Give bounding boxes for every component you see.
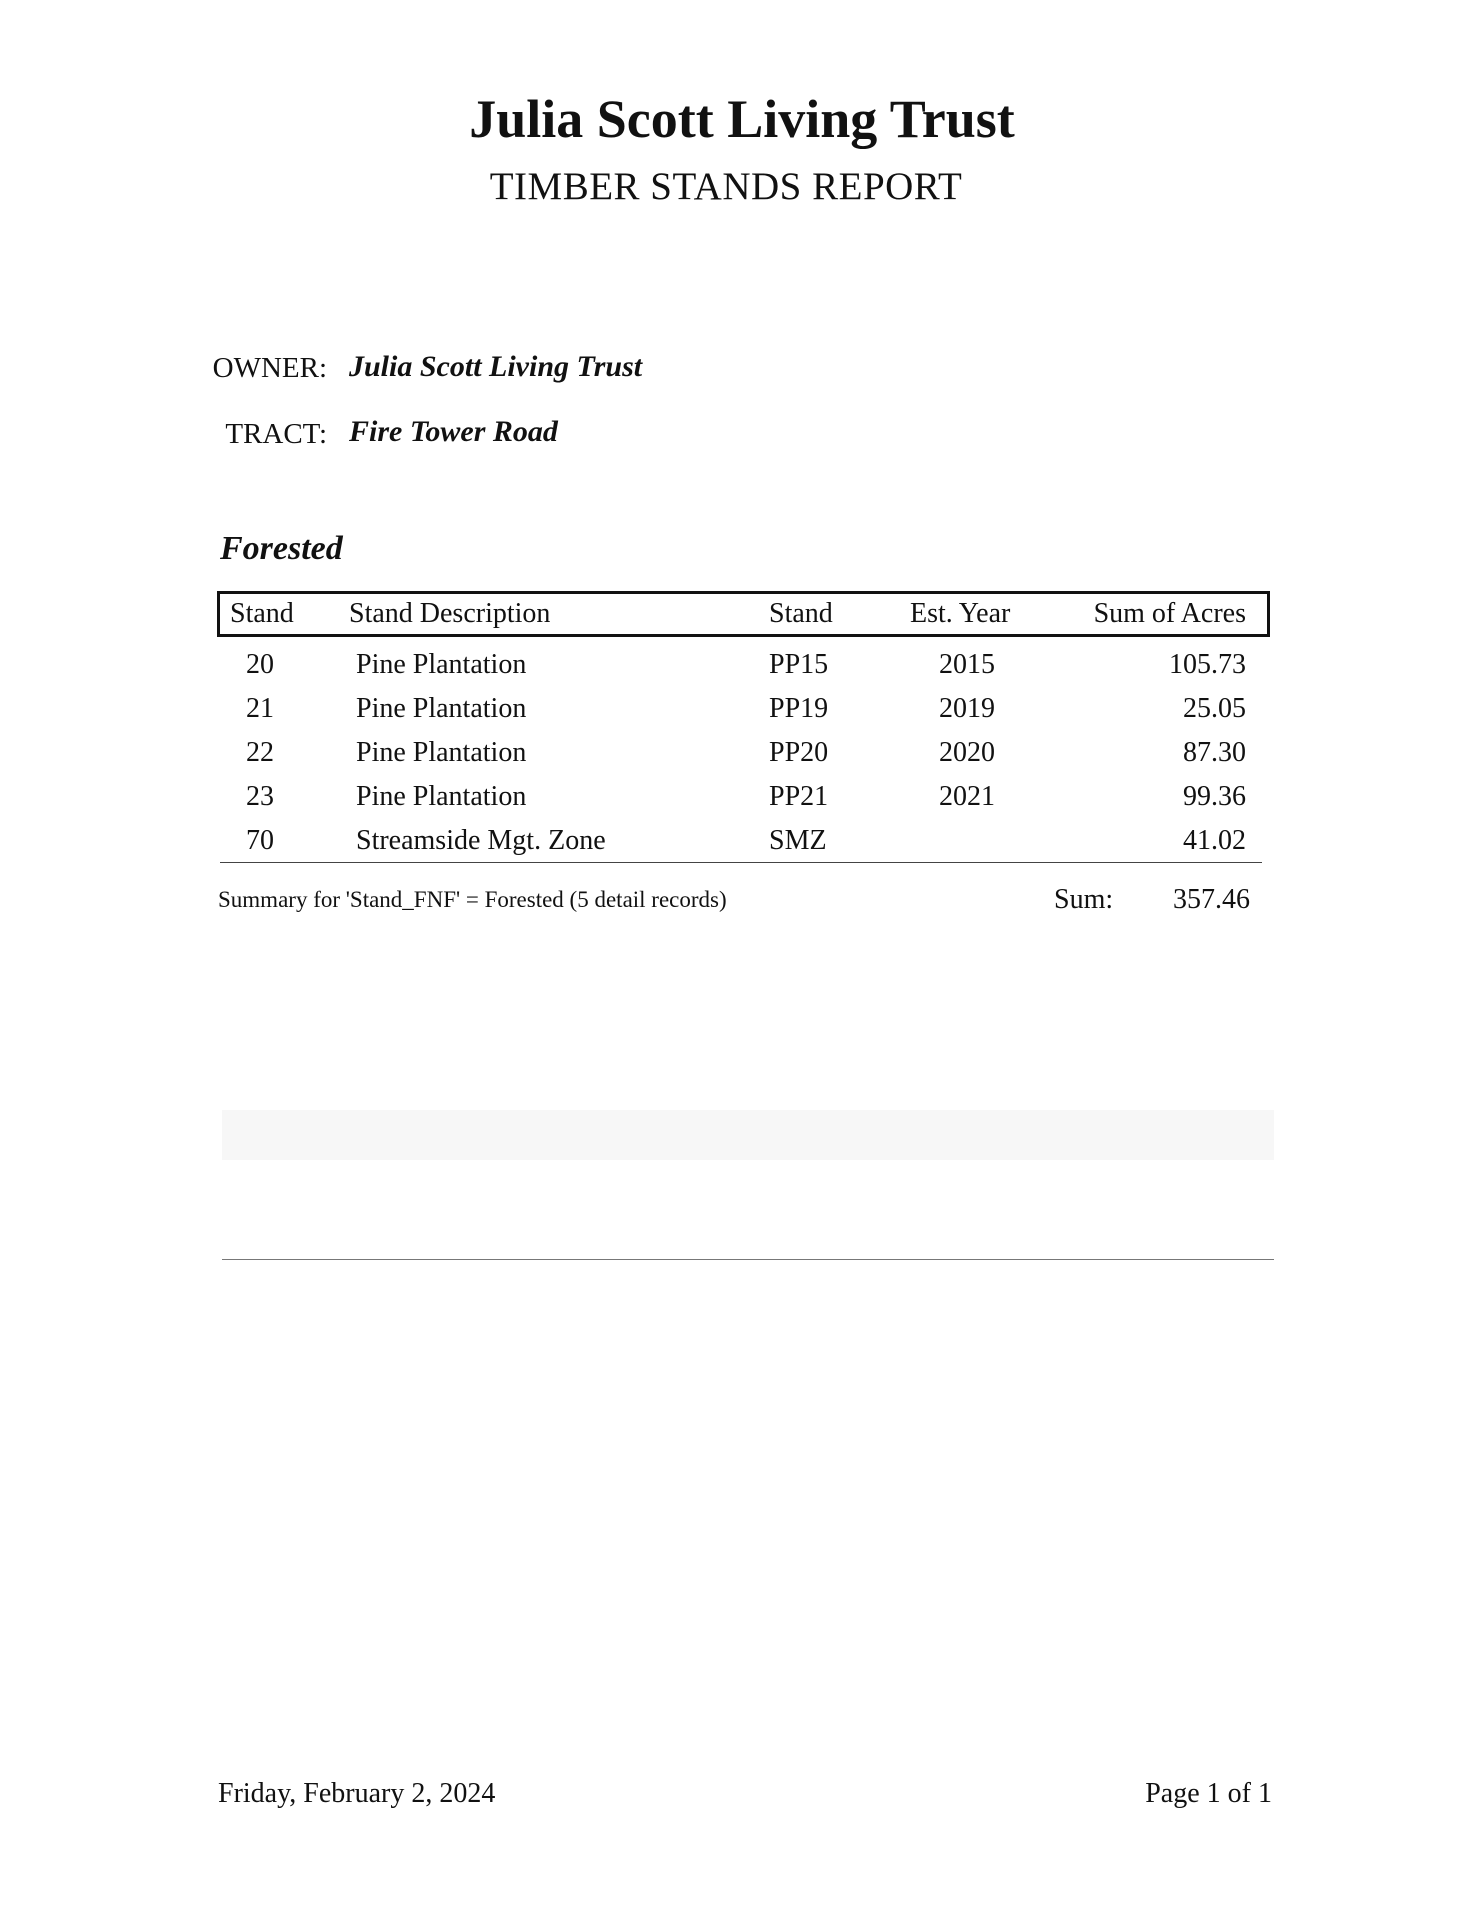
section-heading: Forested bbox=[220, 530, 343, 567]
row-acres: 25.05 bbox=[1183, 693, 1246, 724]
tract-value: Fire Tower Road bbox=[349, 415, 558, 448]
row-code: PP20 bbox=[769, 737, 829, 768]
row-acres: 87.30 bbox=[1183, 737, 1246, 768]
row-acres: 105.73 bbox=[1169, 649, 1246, 680]
header-acres: Sum of Acres bbox=[1093, 598, 1246, 629]
footer-page: Page 1 of 1 bbox=[1145, 1778, 1272, 1809]
row-description: Pine Plantation bbox=[356, 781, 527, 812]
row-description: Streamside Mgt. Zone bbox=[356, 825, 606, 856]
report-subtitle: TIMBER STANDS REPORT bbox=[489, 165, 963, 208]
row-stand: 70 bbox=[246, 825, 274, 856]
owner-value: Julia Scott Living Trust bbox=[349, 350, 643, 383]
report-title: Julia Scott Living Trust bbox=[469, 89, 1015, 149]
row-stand: 22 bbox=[246, 737, 274, 768]
row-description: Pine Plantation bbox=[356, 693, 527, 724]
row-year: 2019 bbox=[939, 693, 995, 724]
sum-value: 357.46 bbox=[1173, 884, 1250, 915]
row-acres: 99.36 bbox=[1183, 781, 1246, 812]
row-code: PP21 bbox=[769, 781, 829, 812]
header-stand-code: Stand bbox=[769, 598, 833, 629]
footer-date: Friday, February 2, 2024 bbox=[218, 1778, 496, 1809]
shaded-band bbox=[222, 1110, 1274, 1160]
header-description: Stand Description bbox=[349, 598, 551, 629]
row-stand: 20 bbox=[246, 649, 274, 680]
table-bottom-rule bbox=[220, 862, 1262, 863]
row-code: SMZ bbox=[769, 825, 827, 856]
tract-label: TRACT: bbox=[225, 418, 327, 450]
row-stand: 23 bbox=[246, 781, 274, 812]
row-description: Pine Plantation bbox=[356, 649, 527, 680]
sum-label: Sum: bbox=[1054, 884, 1114, 915]
header-est-year: Est. Year bbox=[910, 598, 1011, 629]
row-description: Pine Plantation bbox=[356, 737, 527, 768]
lower-rule bbox=[222, 1259, 1274, 1260]
row-acres: 41.02 bbox=[1183, 825, 1246, 856]
row-code: PP19 bbox=[769, 693, 829, 724]
row-year: 2015 bbox=[939, 649, 995, 680]
header-stand: Stand bbox=[230, 598, 294, 629]
row-year: 2021 bbox=[939, 781, 995, 812]
row-code: PP15 bbox=[769, 649, 829, 680]
summary-text: Summary for 'Stand_FNF' = Forested (5 detail records) bbox=[218, 887, 727, 912]
row-stand: 21 bbox=[246, 693, 274, 724]
row-year: 2020 bbox=[939, 737, 995, 768]
owner-label: OWNER: bbox=[212, 352, 327, 384]
